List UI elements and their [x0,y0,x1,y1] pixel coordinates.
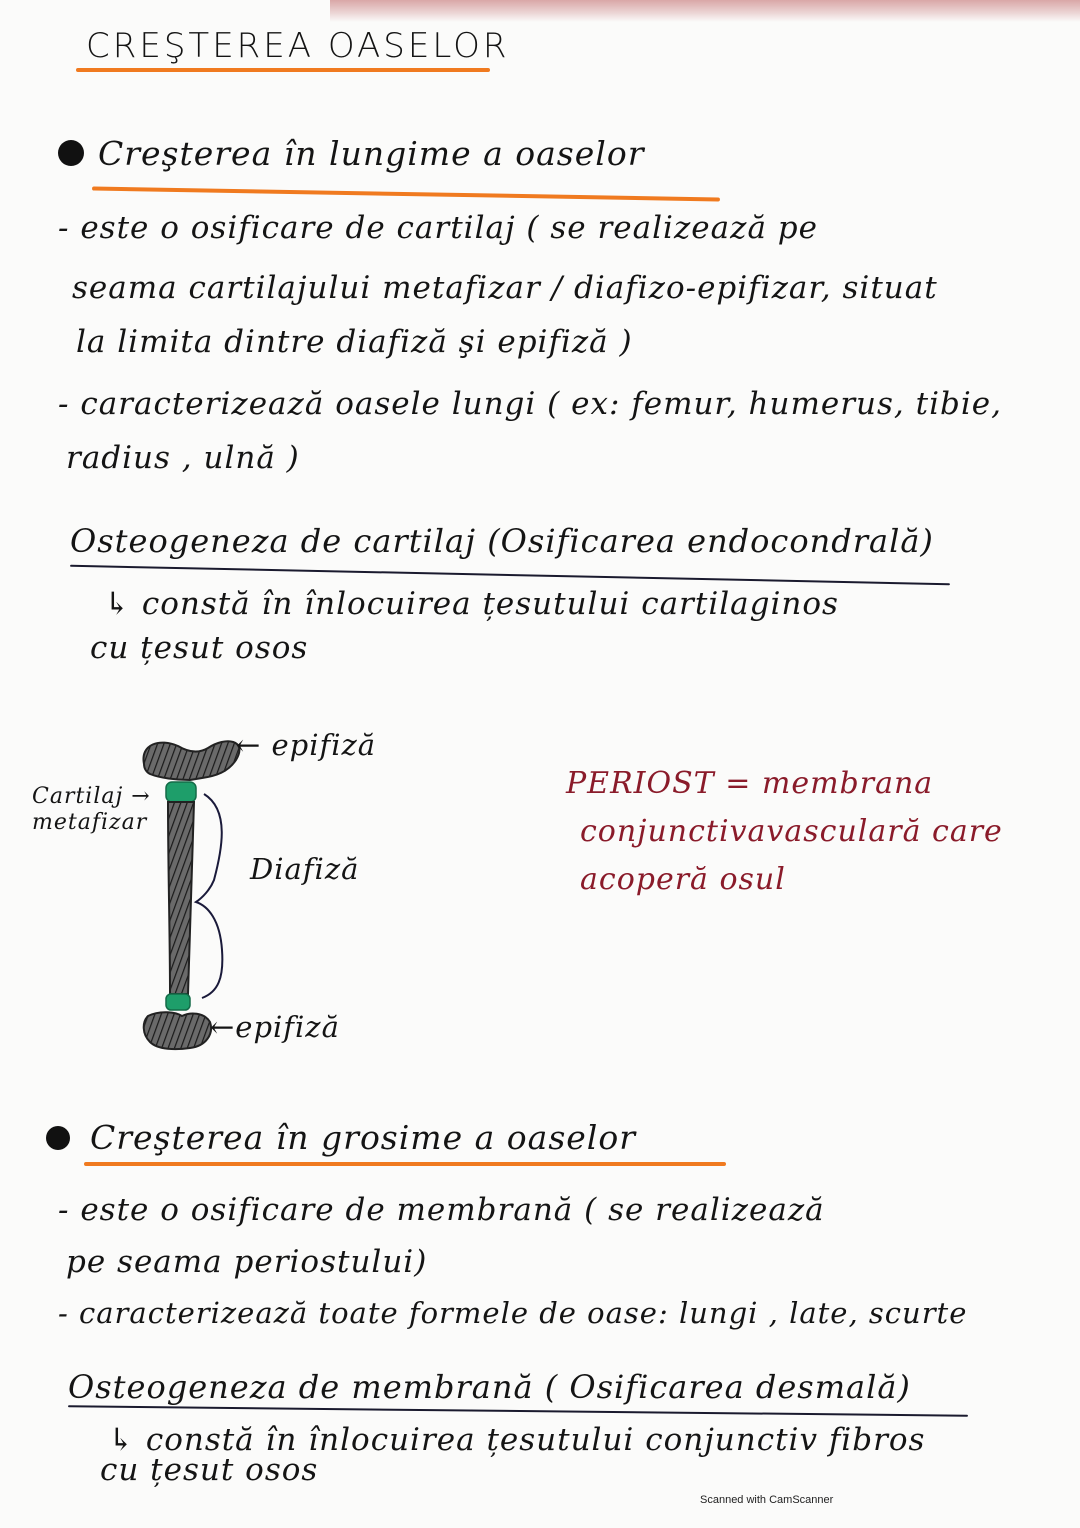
periost-line-1: PERIOST = membrana [566,766,934,801]
diaphysis [168,802,194,994]
section1-subheading: Osteogeneza de cartilaj (Osificarea endocondrală) [70,522,934,560]
section2-sub-line-1: ↳ constă în înlocuirea țesutului conjunctiv fibros [108,1422,926,1458]
section1-line-4: - caracterizează oasele lungi ( ex: femur, humerus, tibie, [58,386,1002,422]
page-title: CREŞTEREA OASELOR [86,26,510,66]
section2-sub-line-2: cu țesut osos [100,1452,319,1488]
top-cartilage [166,782,196,802]
label-diafiza: Diafiză [250,852,360,886]
section2-heading-underline [84,1162,726,1166]
section1-line-2: seama cartilajului metafizar / diafizo-epifizar, situat [72,270,938,306]
bullet-dot [46,1126,70,1150]
section1-line-1: - este o osificare de cartilaj ( se realizează pe [58,210,818,246]
section1-line-3: la limita dintre diafiză şi epifiză ) [76,324,633,360]
section2-heading: Creşterea în grosime a oaselor [90,1118,636,1157]
title-underline [76,68,490,72]
bullet-dot [58,140,84,166]
section1-subheading-underline [70,565,950,585]
top-epiphysis [143,741,239,780]
label-epifiza-bottom: ←epifiză [210,1010,340,1044]
bottom-cartilage [166,994,190,1010]
diafiza-brace [196,794,222,998]
scanner-watermark: Scanned with CamScanner [700,1494,834,1506]
section1-heading-underline [92,187,720,202]
section1-line-5: radius , ulnă ) [66,440,300,476]
periost-line-3: acoperă osul [580,862,786,897]
section1-sub-line-1: ↳ constă în înlocuirea țesutului cartilaginos [104,586,839,622]
label-cartilaj: Cartilaj → [32,784,151,809]
label-epifiza-top: ← epifiză [236,728,377,762]
label-metafizar-text: metafizar [32,810,148,835]
section1-sub-line-2: cu țesut osos [90,630,309,666]
section2-line-3: - caracterizează toate formele de oase: lungi , late, scurte [58,1296,968,1330]
section2-subheading: Osteogeneza de membrană ( Osificarea desmală) [68,1368,911,1406]
periost-line-2: conjunctivavasculară care [580,814,1003,849]
section2-subheading-underline [68,1405,968,1416]
section2-line-1: - este o osificare de membrană ( se realizează [58,1192,825,1228]
scan-edge-shadow [330,0,1080,22]
section2-line-2: pe seama periostului) [66,1244,428,1280]
bottom-epiphysis [144,1012,211,1049]
section1-heading: Creşterea în lungime a oaselor [98,134,645,173]
